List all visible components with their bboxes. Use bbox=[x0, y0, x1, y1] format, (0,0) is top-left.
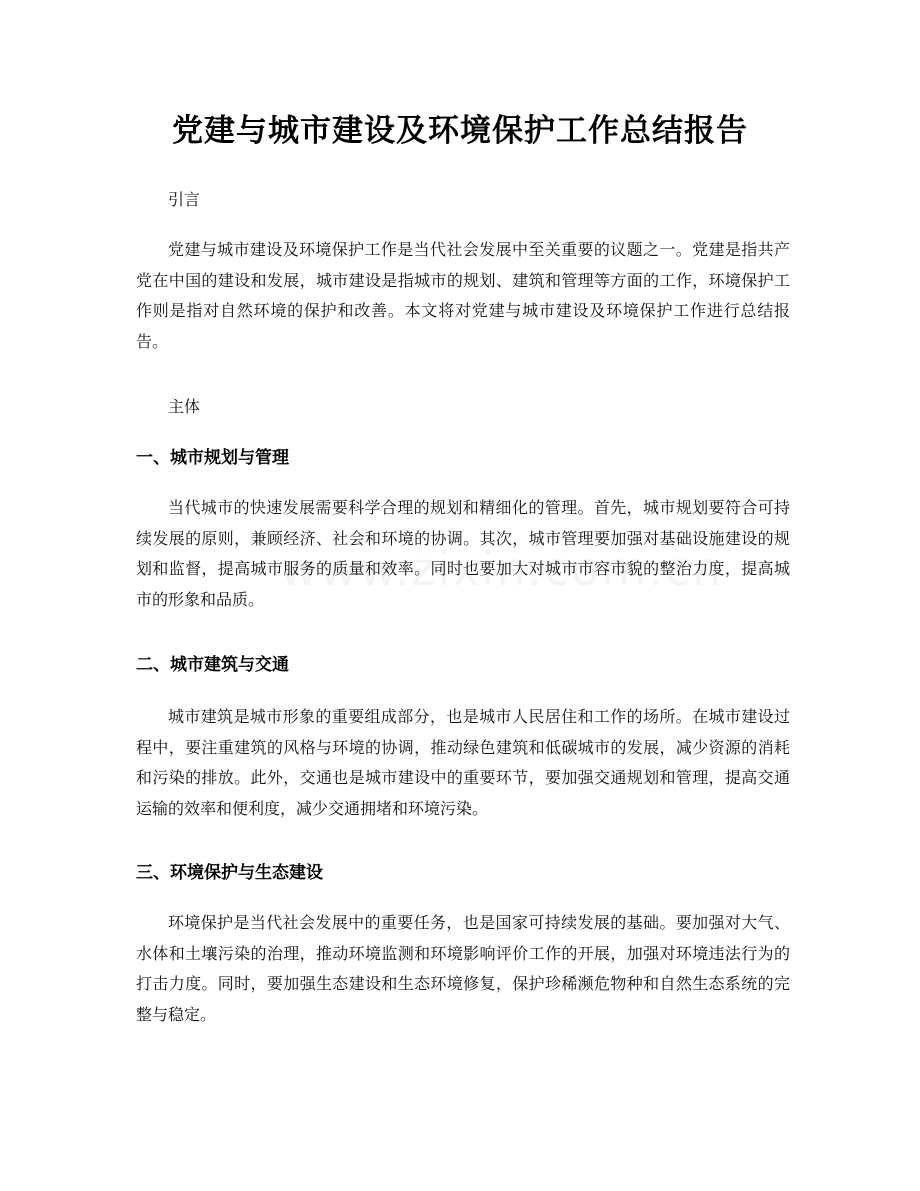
section-heading-3: 三、环境保护与生态建设 bbox=[136, 863, 323, 883]
section-paragraph-3: 环境保护是当代社会发展中的重要任务，也是国家可持续发展的基础。要加强对大气、水体和土壤污染的治理，推动环境监测和环境影响评价工作的开展，加强对环境违法行为的打击力度。同时，要加强生态建设和生态环境修复，保护珍稀濒危物种和自然生态系统的完整与稳定。 bbox=[136, 913, 790, 1024]
intro-label: 引言 bbox=[168, 190, 201, 209]
section-paragraph-1: 当代城市的快速发展需要科学合理的规划和精细化的管理。首先，城市规划要符合可持续发展的原则，兼顾经济、社会和环境的协调。其次，城市管理要加强对基础设施建设的规划和监督，提高城市服务的质量和效率。同时也要加大对城市市容市貌的整治力度，提高城市的形象和品质。 bbox=[136, 498, 790, 609]
document-title: 党建与城市建设及环境保护工作总结报告 bbox=[172, 113, 748, 149]
section-heading-1: 一、城市规划与管理 bbox=[136, 448, 289, 468]
section-heading-2: 二、城市建筑与交通 bbox=[136, 655, 289, 675]
intro-paragraph: 党建与城市建设及环境保护工作是当代社会发展中至关重要的议题之一。党建是指共产党在中国的建设和发展，城市建设是指城市的规划、建筑和管理等方面的工作，环境保护工作则是指对自然环境的保护和改善。本文将对党建与城市建设及环境保护工作进行总结报告。 bbox=[136, 240, 790, 351]
section-paragraph-2: 城市建筑是城市形象的重要组成部分，也是城市人民居住和工作的场所。在城市建设过程中，要注重建筑的风格与环境的协调，推动绿色建筑和低碳城市的发展，减少资源的消耗和污染的排放。此外，交通也是城市建设中的重要环节，要加强交通规划和管理，提高交通运输的效率和便利度，减少交通拥堵和环境污染。 bbox=[136, 707, 790, 818]
body-label: 主体 bbox=[168, 397, 201, 416]
